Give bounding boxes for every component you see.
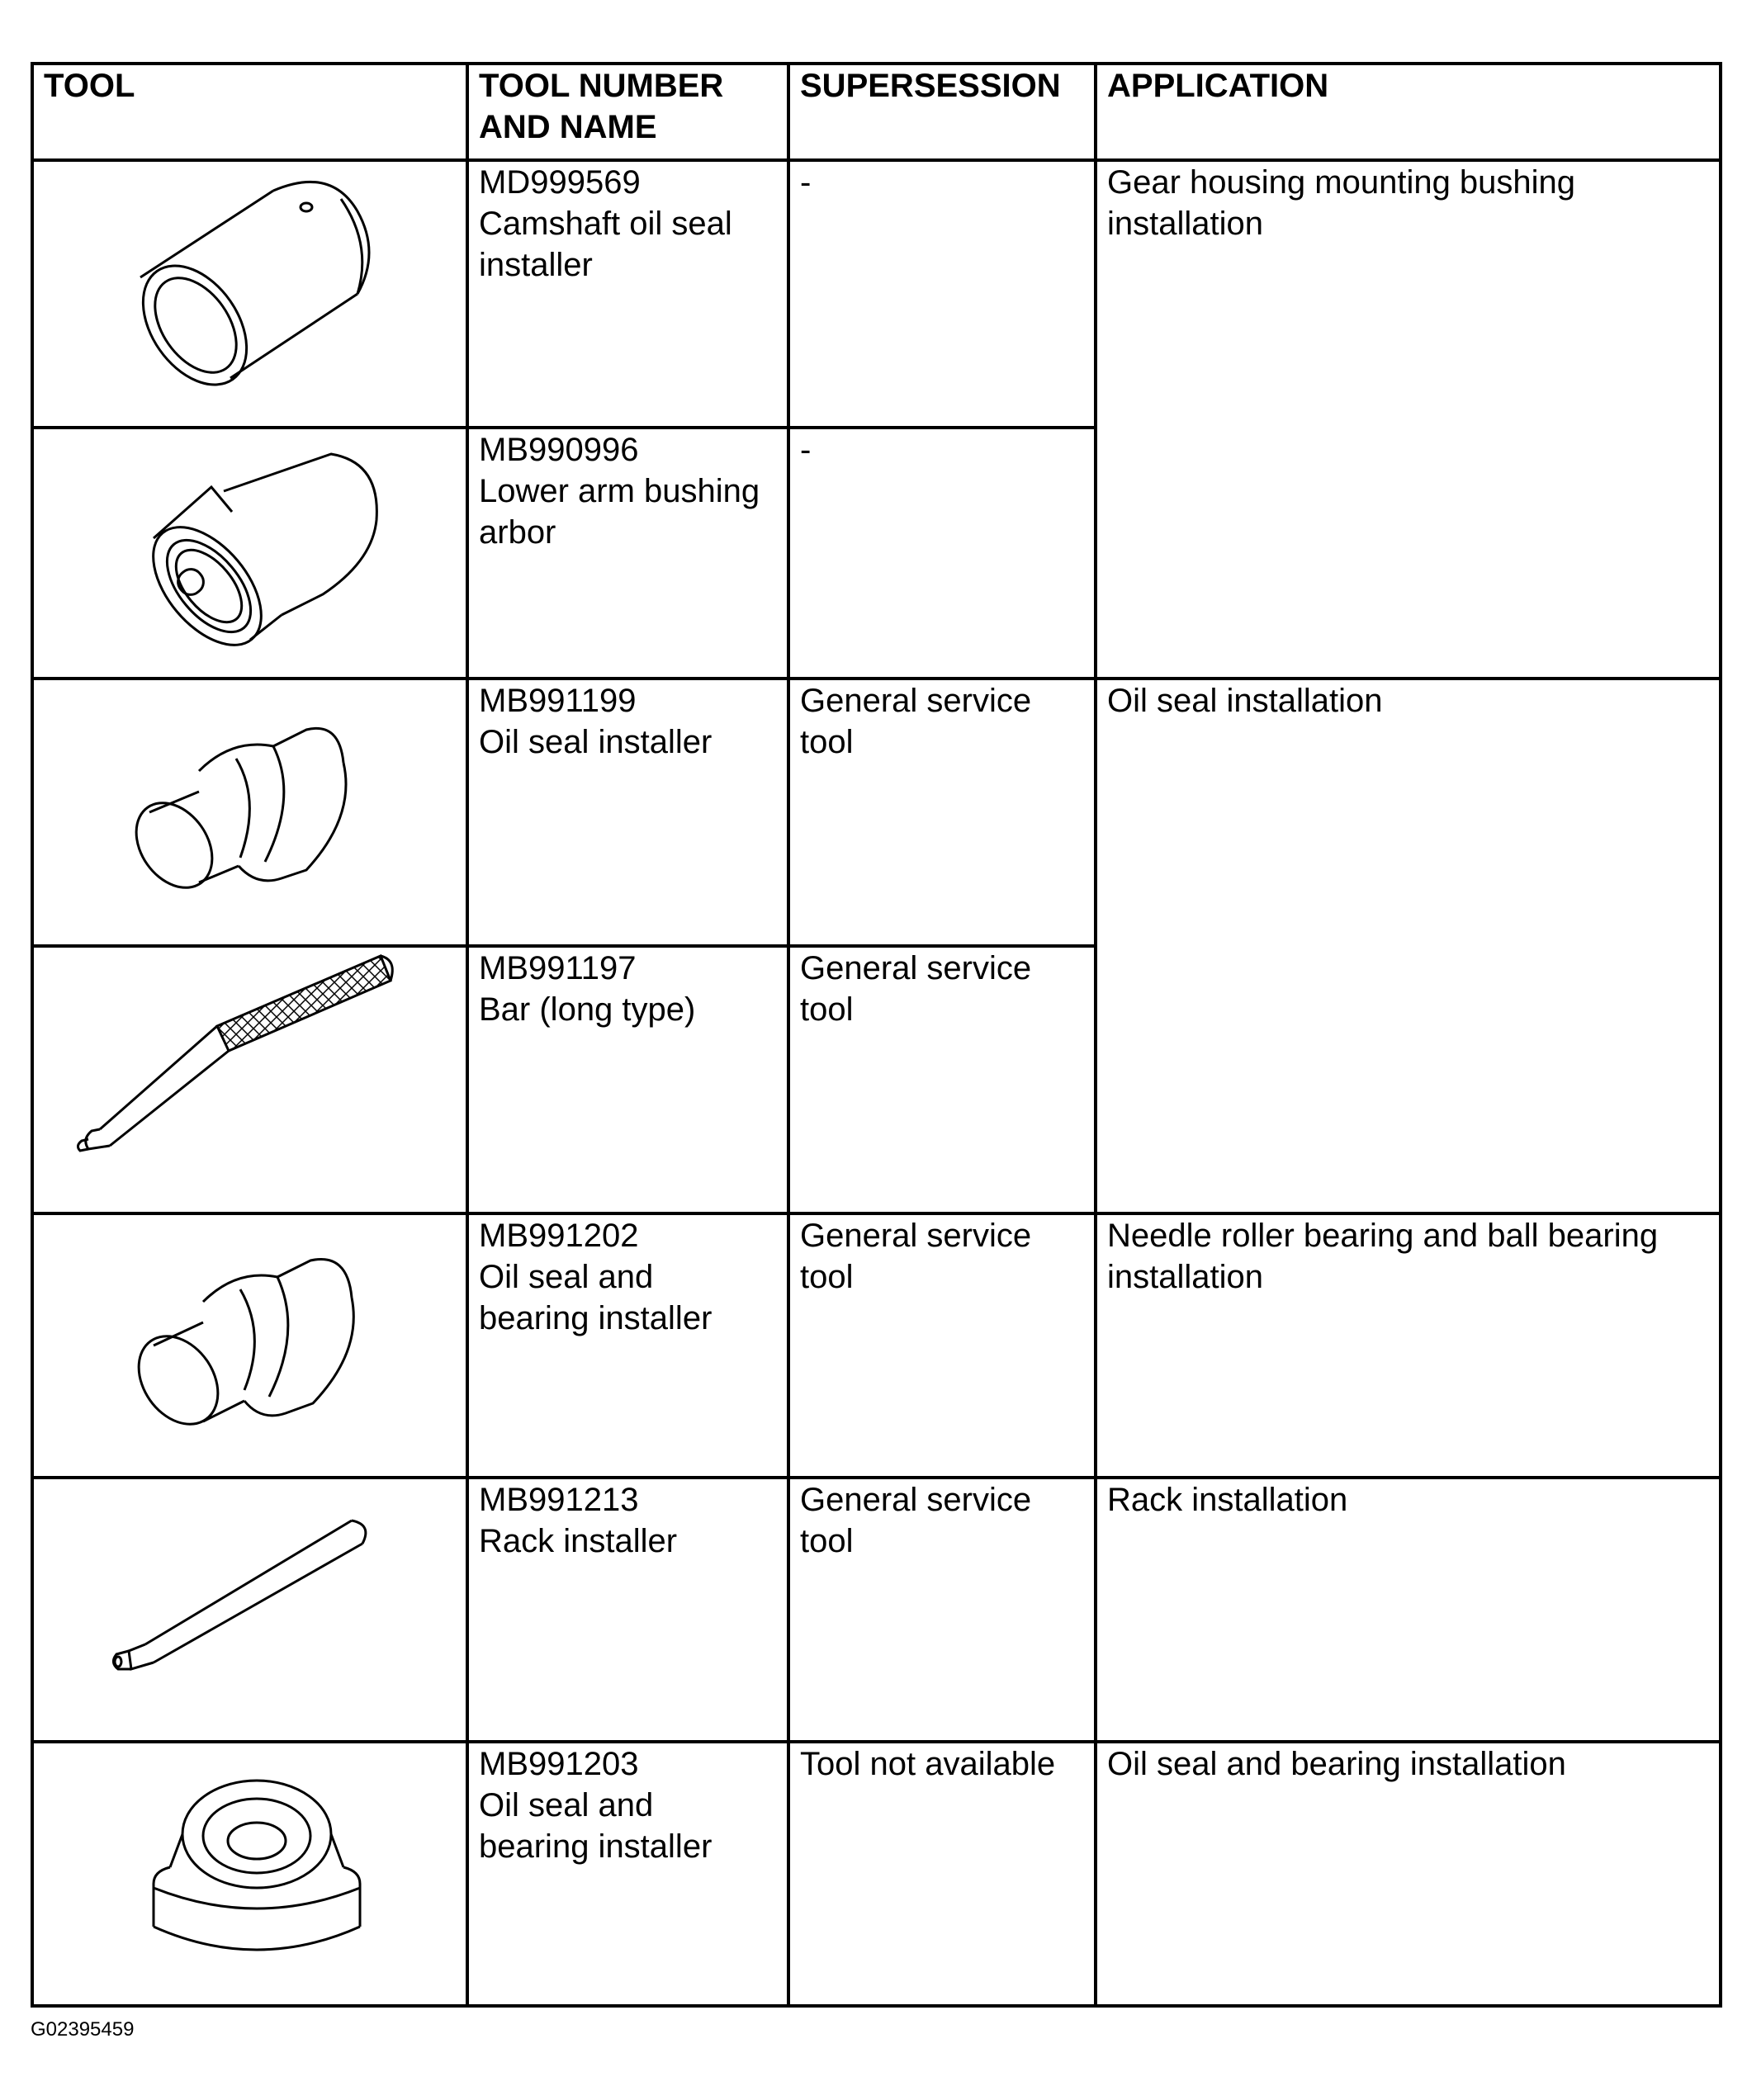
application-cell: Oil seal installation: [1096, 679, 1721, 1213]
rack-installer-rod-icon: [34, 1479, 469, 1740]
stepped-arbor-icon: [34, 429, 469, 677]
tool-name: Rack installer: [479, 1523, 678, 1559]
header-tool: TOOL: [32, 64, 467, 160]
tool-number: MB991199: [479, 683, 637, 719]
tool-image-cell: [32, 160, 467, 428]
figure-id: G02395459: [31, 2018, 135, 2041]
tool-number: MB990996: [479, 432, 639, 468]
tool-number-cell: [467, 679, 788, 946]
ring-bearing-installer-icon: [34, 1743, 469, 2004]
table-row: [32, 160, 1721, 428]
tool-image-cell: [32, 679, 467, 946]
supersession-cell: General service tool: [788, 1478, 1096, 1742]
tool-number-cell: [467, 1213, 788, 1478]
supersession-cell: -: [788, 428, 1096, 679]
tool-number-cell: [467, 428, 788, 679]
supersession-cell: -: [788, 160, 1096, 428]
application-cell: Gear housing mounting bushing installation: [1096, 160, 1721, 679]
tool-name: Oil seal and bearing installer: [479, 1259, 713, 1336]
table-row: [32, 1478, 1721, 1742]
tool-name: Oil seal installer: [479, 724, 713, 760]
tool-name: Oil seal and bearing installer: [479, 1787, 713, 1865]
tool-name: Bar (long type): [479, 991, 696, 1028]
table-row: [32, 679, 1721, 946]
tool-image-cell: [32, 946, 467, 1213]
tool-number: MB991203: [479, 1746, 639, 1782]
header-tool-number-and-name: TOOL NUMBER AND NAME: [467, 64, 788, 160]
table-row: [32, 1213, 1721, 1478]
tool-number: MB991213: [479, 1482, 639, 1518]
tool-name: Camshaft oil seal installer: [479, 206, 732, 283]
tool-image-cell: [32, 1478, 467, 1742]
tool-number: MB991197: [479, 950, 637, 986]
supersession-cell: General service tool: [788, 1213, 1096, 1478]
tool-image-cell: [32, 1213, 467, 1478]
knurled-bar-icon: [34, 948, 469, 1212]
cylindrical-sleeve-installer-icon: [34, 162, 469, 426]
tool-number-cell: [467, 160, 788, 428]
header-supersession: SUPERSESSION: [788, 64, 1096, 160]
application-cell: Rack installation: [1096, 1478, 1721, 1742]
tool-number: MB991202: [479, 1218, 639, 1254]
supersession-cell: General service tool: [788, 679, 1096, 946]
tool-number: MD999569: [479, 164, 641, 201]
special-tools-table: [31, 62, 1722, 2008]
tool-number-cell: [467, 1478, 788, 1742]
tool-image-cell: [32, 1742, 467, 2006]
table-header-row: [32, 64, 1721, 160]
tool-number-cell: [467, 1742, 788, 2006]
tool-image-cell: [32, 428, 467, 679]
tool-number-cell: [467, 946, 788, 1213]
stepped-bearing-installer-icon: [34, 1215, 469, 1476]
stepped-installer-icon: [34, 680, 469, 944]
application-cell: Oil seal and bearing installation: [1096, 1742, 1721, 2006]
header-application: APPLICATION: [1096, 64, 1721, 160]
application-cell: Needle roller bearing and ball bearing installation: [1096, 1213, 1721, 1478]
table-row: [32, 1742, 1721, 2006]
supersession-cell: Tool not available: [788, 1742, 1096, 2006]
supersession-cell: General service tool: [788, 946, 1096, 1213]
tool-name: Lower arm bushing arbor: [479, 473, 760, 551]
